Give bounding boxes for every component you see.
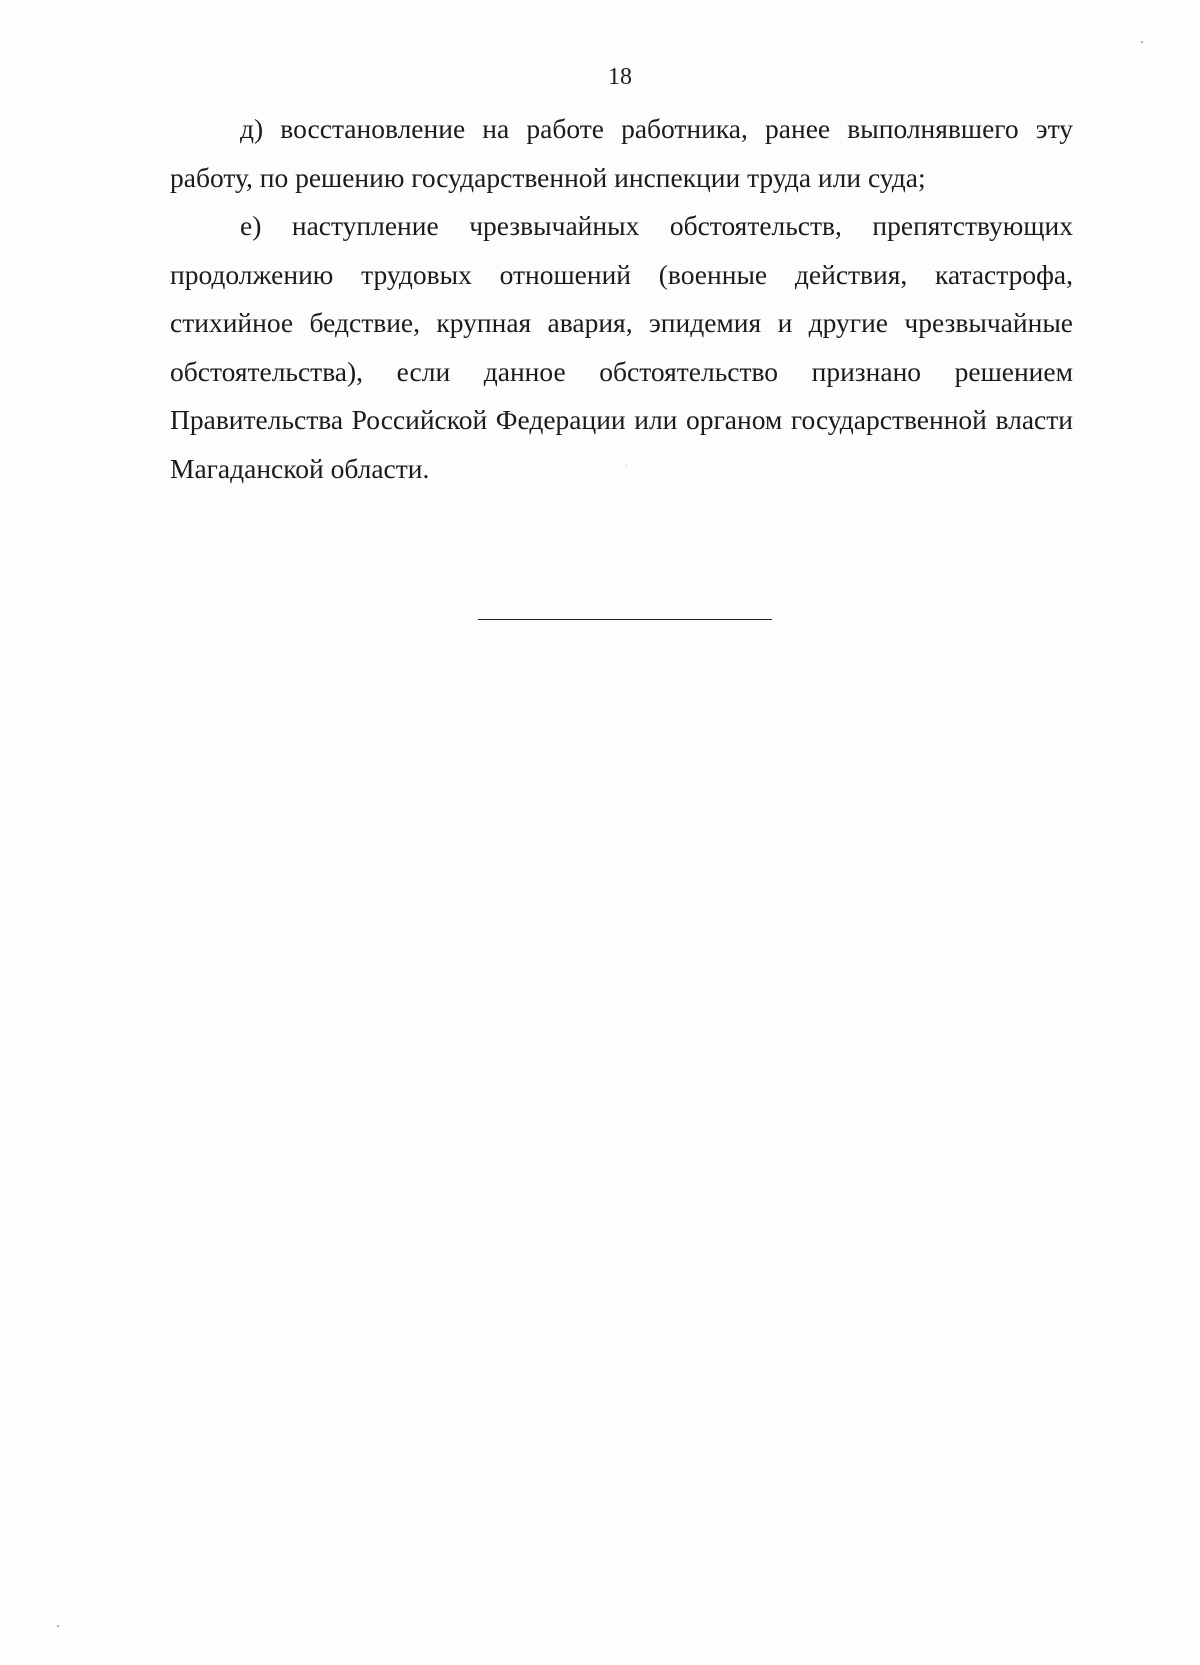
paragraph-d: д) восстановление на работе работника, ранее выполнявшего эту работу, по решению государственной инспекции труда или суда; [170,113,1073,193]
scan-speck [57,1625,59,1627]
document-body [170,105,1073,493]
page-number: 18 [608,64,632,90]
scan-speck [1141,41,1143,43]
scan-speck [626,465,627,466]
end-of-document-rule [478,619,772,620]
paragraph-e: е) наступление чрезвычайных обстоятельств, препятствующих продолжению трудовых отношений (военные действия, катастрофа, стихийное бедствие, крупная авария, эпидемия и другие чрезвычайные обстоятельства), если данное обстоятельство признано решением Правительства Российской Федерации или органом государственной власти Магаданской области. [170,210,1073,484]
